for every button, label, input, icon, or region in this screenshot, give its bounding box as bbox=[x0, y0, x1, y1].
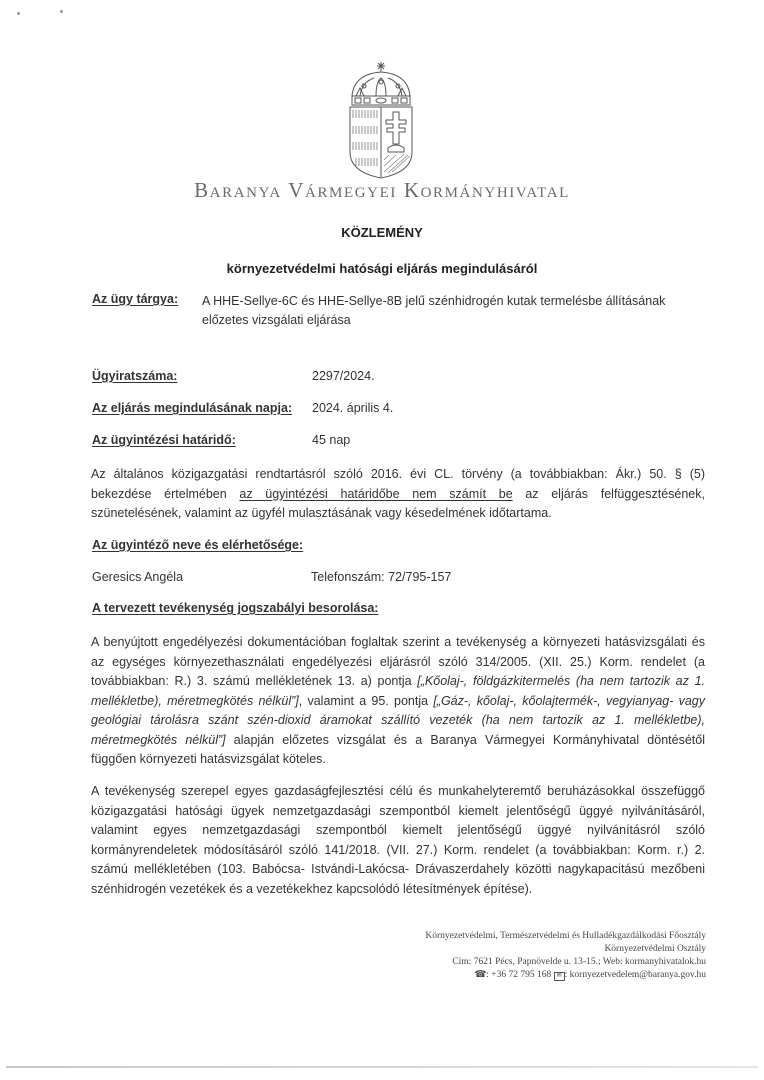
footer-email: : kornyezetvedelem@baranya.gov.hu bbox=[564, 970, 706, 980]
deadline-value: 45 nap bbox=[312, 433, 351, 447]
scan-speck bbox=[60, 10, 63, 13]
case-number-label: Ügyiratszáma: bbox=[92, 369, 178, 383]
organization-name: Baranya Vármegyei Kormányhivatal bbox=[194, 178, 570, 202]
footer-department: Környezetvédelmi, Természetvédelmi és Hulladékgazdálkodási Főosztály bbox=[425, 931, 706, 941]
footer-unit: Környezetvédelmi Osztály bbox=[604, 944, 706, 954]
subject-label: Az ügy tárgya: bbox=[92, 292, 179, 306]
deadline-label: Az ügyintézési határidő: bbox=[92, 433, 236, 447]
document-subtitle: környezetvédelmi hatósági eljárás megindulásáról bbox=[226, 261, 538, 276]
telephone-icon: ☎ bbox=[474, 970, 487, 980]
contact-phone: Telefonszám: 72/795-157 bbox=[311, 570, 452, 584]
footer-phone: : +36 72 795 168 bbox=[486, 970, 554, 980]
scan-speck bbox=[17, 12, 20, 15]
footer-contact-block bbox=[425, 930, 706, 982]
page-edge-line bbox=[6, 1066, 758, 1068]
classification-heading: A tervezett tevékenység jogszabályi besorolása: bbox=[92, 601, 379, 615]
hungarian-coat-of-arms-icon bbox=[344, 60, 418, 180]
classification-paragraph-1: A benyújtott engedélyezési dokumentációban foglaltak szerint a tevékenység a környezeti hatásvizsgálati és az egységes környezethasználati engedélyezési eljárásról szóló 314/2005. (XII. 25.) Korm. rendelet (a továbbiakban: R.) 3. számú mellékletének 13. a) pontja [„Kőolaj-, földgázkitermelés (ha nem tartozik az 1. mellékletbe), méretmegkötés nélkül”], valamint a 95. pontja [„Gáz-, kőolaj-, kőolajtermék-, vegyianyag- vagy geológiai tárolásra szánt szén-dioxid áramokat szállító vezeték (ha nem tartozik az 1. mellékletbe), méretmegkötés nélkül”] alapján előzetes vizsgálat és a Baranya Vármegyei Kormányhivatal döntésétől függően környezeti hatásvizsgálat köteles. bbox=[91, 635, 706, 766]
contact-heading: Az ügyintéző neve és elérhetősége: bbox=[92, 538, 304, 552]
start-date-value: 2024. április 4. bbox=[312, 401, 394, 415]
contact-name: Geresics Angéla bbox=[92, 570, 184, 584]
document-title: KÖZLEMÉNY bbox=[341, 225, 423, 240]
deadline-note: Az általános közigazgatási rendtartásról szóló 2016. évi CL. törvény (a továbbiakban: Ákr.) 50. § (5) bekezdése értelmében az ügyintézési határidőbe nem számít be az eljárás felfüggesztésének, szünetelésének, valamint az ügyfél mulasztásának vagy késedelmének időtartama. bbox=[91, 467, 705, 520]
envelope-icon: ✉ bbox=[554, 972, 565, 981]
subject-value: A HHE-Sellye-6C és HHE-Sellye-8B jelű szénhidrogén kutak termelésbe állításának előzetes vizsgálati eljárása bbox=[202, 294, 666, 327]
case-number-value: 2297/2024. bbox=[312, 369, 375, 383]
footer-address: Cím: 7621 Pécs, Papnövelde u. 13-15.; Web: kormanyhivatalok.hu bbox=[452, 957, 706, 967]
classification-paragraph-2: A tevékenység szerepel egyes gazdaságfejlesztési célú és munkahelyteremtő beruházásokkal összefüggő közigazgatási hatósági ügyek nemzetgazdasági szempontból kiemelt jelentőségű üggyé nyilvánításáról, valamint egyes nemzetgazdasági szempontból kiemelt jelentőségű üggyé nyilvánításról szóló kormányrendeletek módosításáról szóló 141/2018. (VII. 27.) Korm. rendelet (a továbbiakban: Korm. r.) 2. számú mellékletében (103. Babócsa- Istvándi-Lakócsa- Drávaszerdahely közötti nagykapacitású mezőbeni szénhidrogén vezetékek és a vezetékekhez kapcsolódó létesítmények építése). bbox=[91, 784, 705, 896]
deadline-note-emphasis: az ügyintézési határidőbe nem számít be bbox=[239, 486, 513, 501]
start-date-label: Az eljárás megindulásának napja: bbox=[92, 401, 293, 415]
